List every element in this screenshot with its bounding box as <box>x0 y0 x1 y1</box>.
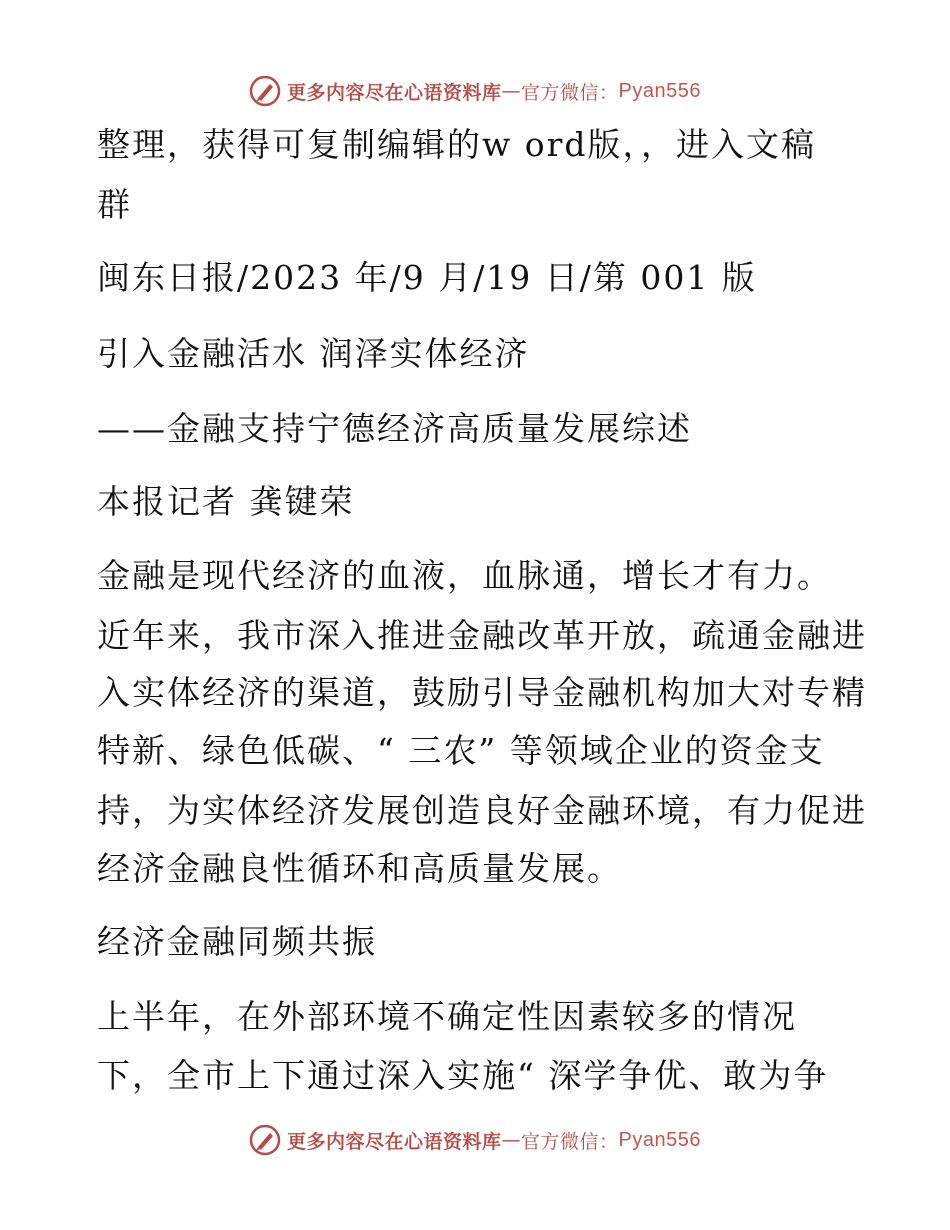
watermark-wechat-label: 官方微信： <box>521 81 619 104</box>
article-title: 引入金融活水 润泽实体经济 <box>97 334 530 373</box>
paragraph-2-line-1: 上半年，在外部环境不确定性因素较多的情况 <box>97 997 797 1036</box>
paragraph-1-line-5: 持，为实体经济发展创造良好金融环境，有力促进 <box>97 791 867 830</box>
watermark-wechat-id: Pyan556 <box>618 1128 701 1151</box>
section-heading: 经济金融同频共振 <box>97 922 377 961</box>
watermark-text: 更多内容尽在心语资料库 <box>287 81 502 104</box>
paragraph-1-line-4: 特新、绿色低碳、“ 三农” 等领域企业的资金支 <box>97 731 825 770</box>
paragraph-1-line-1: 金融是现代经济的血液，血脉通，增长才有力。 <box>97 556 832 595</box>
watermark-banner-top <box>0 71 950 111</box>
paragraph-2-line-2: 下，全市上下通过深入实施“ 深学争优、敢为争 <box>97 1056 829 1095</box>
doc-line-2: 群 <box>97 185 132 224</box>
pen-logo-icon <box>249 75 281 107</box>
watermark-text: 更多内容尽在心语资料库 <box>287 1130 502 1153</box>
watermark-wechat-id: Pyan556 <box>618 79 701 102</box>
article-byline: 本报记者 龚键荣 <box>97 482 355 521</box>
watermark-wechat-label: 官方微信： <box>521 1130 619 1153</box>
paragraph-1-line-3: 入实体经济的渠道，鼓励引导金融机构加大对专精 <box>97 673 867 712</box>
doc-source-line: 闽东日报/2023 年/9 月/19 日/第 001 版 <box>97 258 757 297</box>
doc-line-1: 整理，获得可复制编辑的w ord版，，进入文稿 <box>97 125 817 164</box>
paragraph-1-line-2: 近年来，我市深入推进金融改革开放，疏通金融进 <box>97 616 867 655</box>
pen-logo-icon <box>249 1124 281 1156</box>
paragraph-1-line-6: 经济金融良性循环和高质量发展。 <box>97 849 622 888</box>
watermark-separator: — <box>501 1129 522 1151</box>
watermark-separator: — <box>501 80 522 102</box>
watermark-banner-bottom <box>0 1120 950 1160</box>
article-subtitle: ——金融支持宁德经济高质量发展综述 <box>97 409 692 448</box>
